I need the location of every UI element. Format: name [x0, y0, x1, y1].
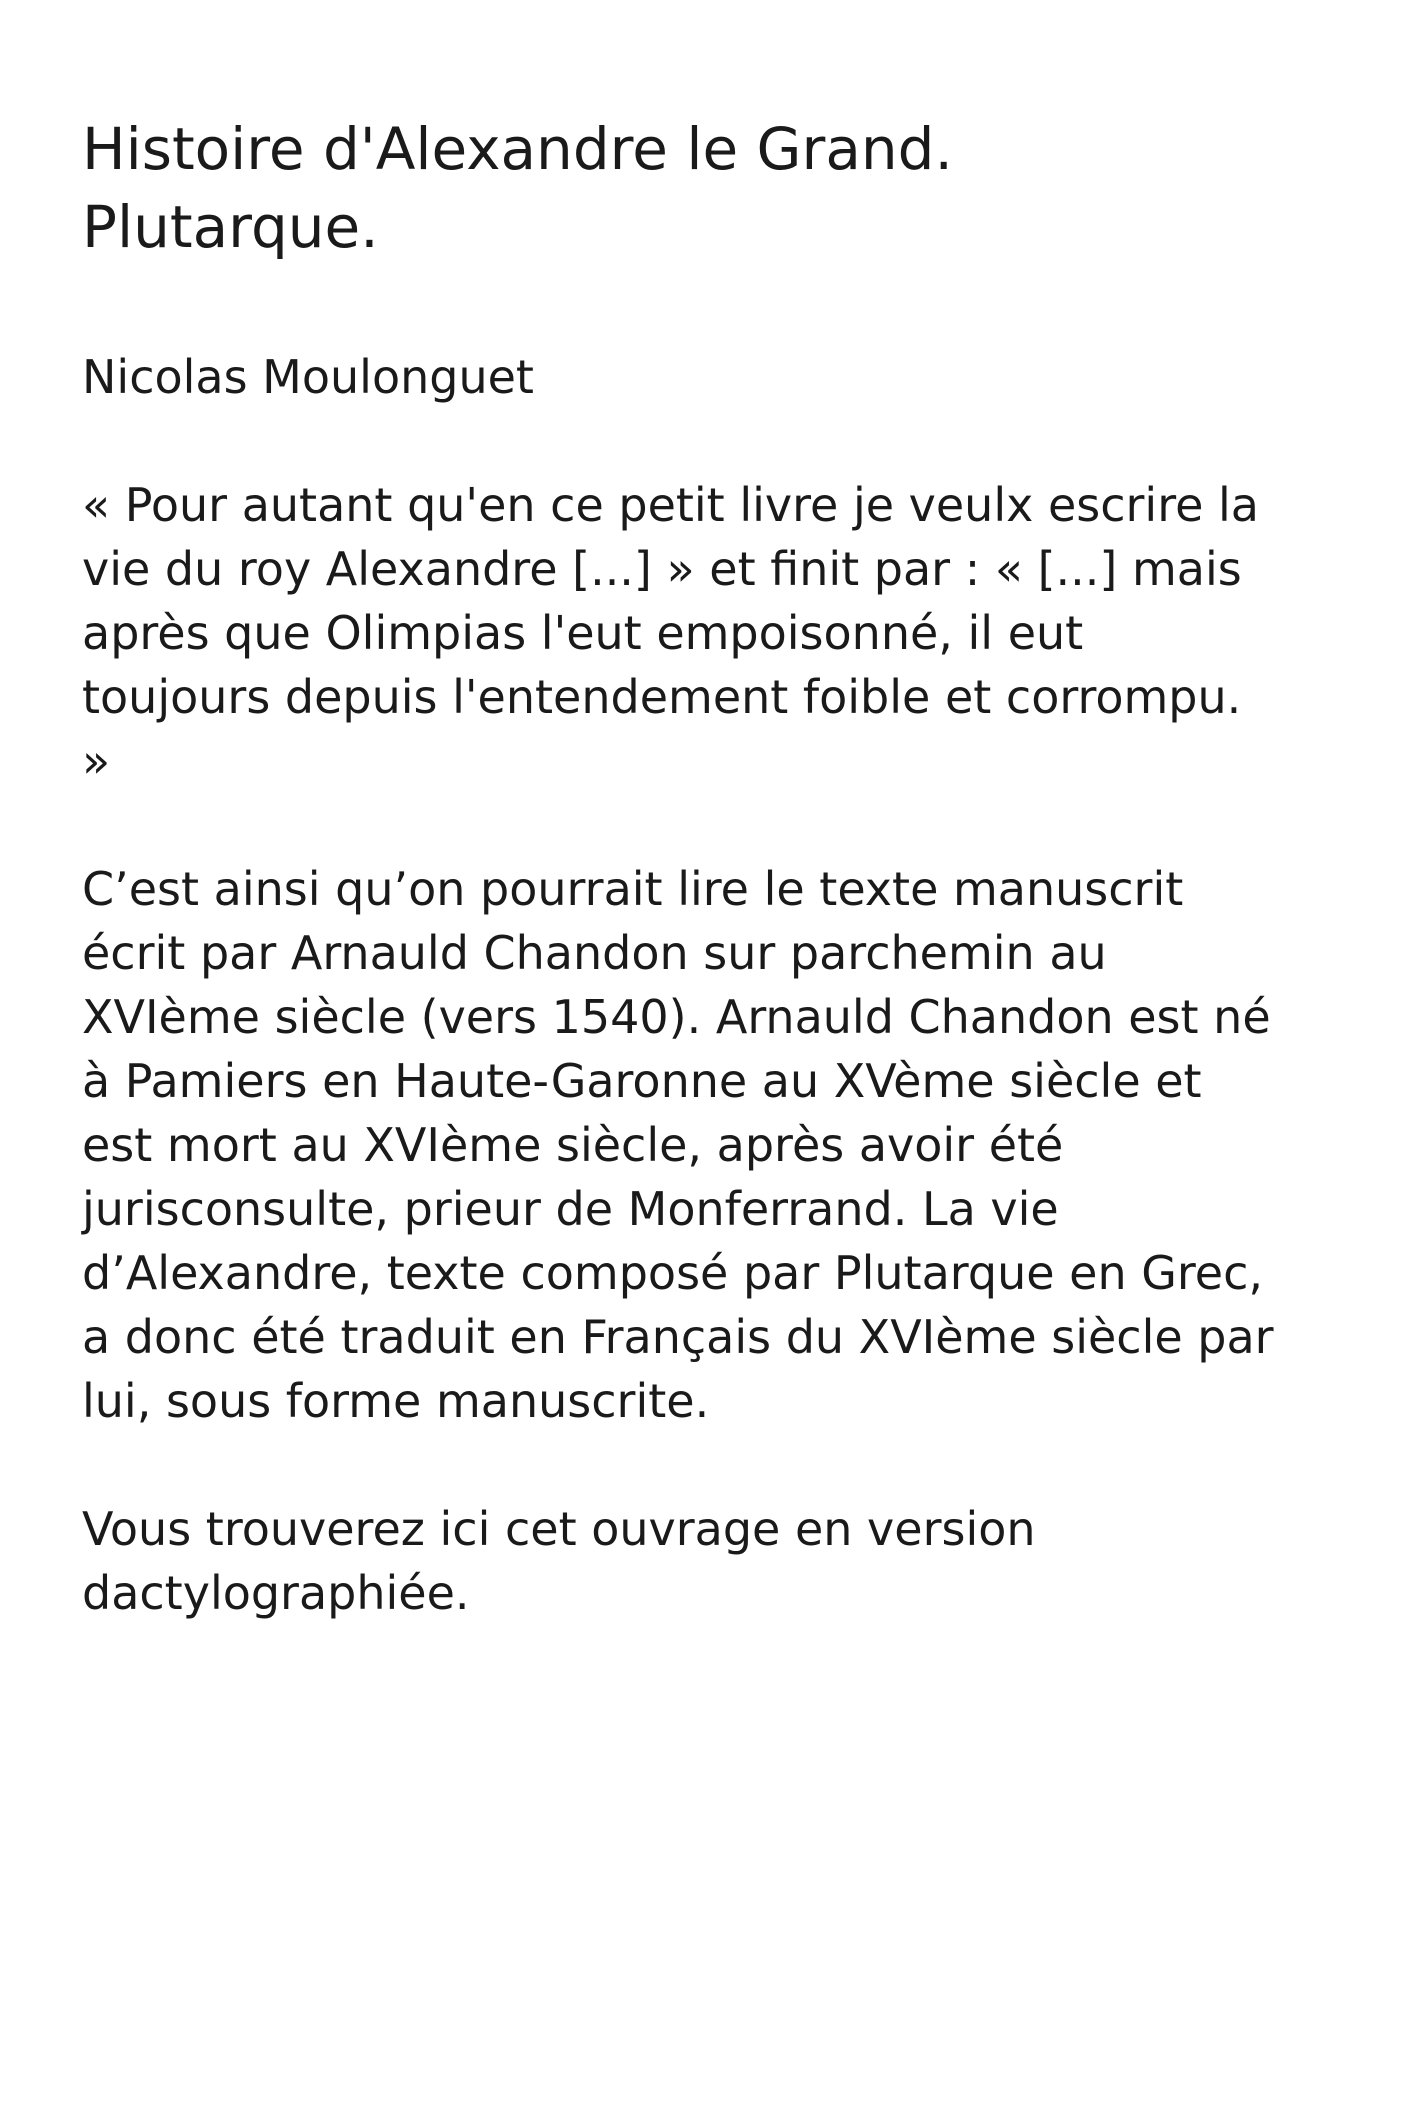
document-page	[82, 110, 1332, 1625]
author-name: Nicolas Moulonguet	[82, 350, 534, 404]
page-title	[82, 110, 1082, 266]
paragraph-description: C’est ainsi qu’on pourrait lire le texte manuscrit écrit par Arnauld Chandon sur parchemin au XVIème siècle (vers 1540). Arnauld Chandon est né à Pamiers en Haute-Garonne au XVème siècle et est mort au XVIème siècle, après avoir été jurisconsulte, prieur de Monferrand. La vie d’Alexandre, texte composé par Plutarque en Grec, a donc été traduit en Français du XVIème siècle par lui, sous forme manuscrite.	[82, 862, 1274, 1428]
title-line-2: Plutarque.	[82, 193, 379, 261]
title-line-1: Histoire d'Alexandre le Grand.	[82, 115, 953, 183]
paragraph-note: Vous trouverez ici cet ouvrage en version dactylographiée.	[82, 1502, 1036, 1620]
paragraph-quote: « Pour autant qu'en ce petit livre je veulx escrire la vie du roy Alexandre [...] » et finit par : « [...] mais après que Olimpias l'eut empoisonné, il eut toujours depuis l'entendement foible et corrompu. »	[82, 478, 1259, 788]
